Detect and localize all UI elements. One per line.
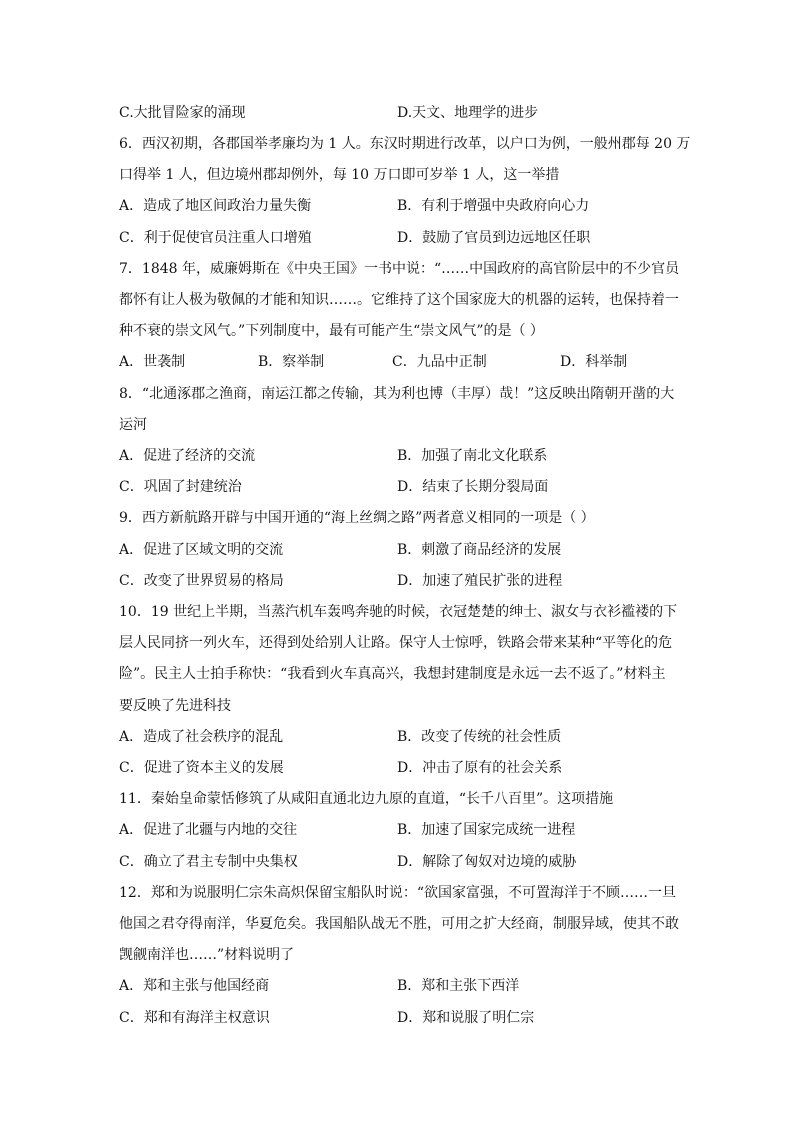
question-8-option-b: B．加强了南北文化联系: [397, 448, 548, 464]
question-9-stem-line-1: 9．西方新航路开辟与中国开通的“海上丝绸之路”两者意义相同的一项是（ ）: [119, 510, 595, 526]
question-9-option-d: D．加速了殖民扩张的进程: [397, 573, 563, 589]
question-12-option-a: A．郑和主张与他国经商: [119, 978, 270, 994]
question-11-option-b: B．加速了国家完成统一进程: [397, 822, 576, 838]
question-8-stem-line-2: 运河: [119, 417, 147, 433]
question-11-option-a: A．促进了北疆与内地的交往: [119, 822, 298, 838]
question-10-stem-line-4: 要反映了先进科技: [119, 698, 231, 714]
question-12-stem-line-1: 12．郑和为说服明仁宗朱高炽保留宝船队时说：“欲国家富强，不可置海洋于不顾……一旦: [119, 885, 676, 901]
question-12-option-b: B．郑和主张下西洋: [397, 978, 520, 994]
question-10-option-a: A．造成了社会秩序的混乱: [119, 729, 284, 745]
question-10-option-d: D．冲击了原有的社会关系: [397, 760, 563, 776]
question-9-option-c: C．改变了世界贸易的格局: [119, 573, 284, 589]
question-8-stem-line-1: 8．“北通涿郡之渔商，南运江都之传输，其为利也博（丰厚）哉！”这反映出隋朝开凿的大: [119, 386, 675, 402]
question-12-stem-line-2: 他国之君夺得南洋，华夏危矣。我国船队战无不胜，可用之扩大经商，制服异域，使其不敢: [119, 916, 679, 932]
prev-option-d: D.天文、地理学的进步: [397, 105, 539, 121]
question-12-option-c: C．郑和有海洋主权意识: [119, 1010, 270, 1026]
question-10-stem-line-3: 险”。民主人士拍手称快：“我看到火车真高兴，我想封建制度是永远一去不返了。”材料主: [119, 666, 666, 682]
question-7-option-d: D．科举制: [560, 354, 628, 370]
prev-option-c: C.大批冒险家的涌现: [119, 105, 246, 121]
question-7-option-c: C．九品中正制: [392, 354, 487, 370]
question-7-stem-line-1: 7．1848 年，威廉姆斯在《中央王国》一书中说：“……中国政府的高官阶层中的不少官员: [119, 261, 680, 277]
question-7-option-b: B．察举制: [258, 354, 325, 370]
question-12-stem-line-3: 觊觎南洋也……”材料说明了: [119, 947, 295, 963]
question-8-option-a: A．促进了经济的交流: [119, 448, 256, 464]
question-6-option-a: A．造成了地区间政治力量失衡: [119, 198, 312, 214]
question-6-option-d: D．鼓励了官员到边远地区任职: [397, 230, 591, 246]
question-6-option-c: C．利于促使官员注重人口增殖: [119, 230, 312, 246]
question-9-option-b: B．刺激了商品经济的发展: [397, 542, 562, 558]
question-11-stem-line-1: 11．秦始皇命蒙恬修筑了从咸阳直通北边九原的直道，“长千八百里”。这项措施: [119, 791, 614, 807]
question-12-option-d: D．郑和说服了明仁宗: [397, 1010, 535, 1026]
question-11-option-d: D．解除了匈奴对边境的威胁: [397, 854, 577, 870]
question-8-option-c: C．巩固了封建统治: [119, 479, 242, 495]
question-7-option-a: A．世袭制: [119, 354, 186, 370]
question-6-option-b: B．有利于增强中央政府向心力: [397, 198, 590, 214]
question-10-option-c: C．促进了资本主义的发展: [119, 760, 284, 776]
question-10-option-b: B．改变了传统的社会性质: [397, 729, 562, 745]
question-10-stem-line-1: 10．19 世纪上半期，当蒸汽机车轰鸣奔驰的时候，衣冠楚楚的绅士、淑女与衣衫褴褛的下: [119, 604, 678, 620]
question-9-option-a: A．促进了区域文明的交流: [119, 542, 284, 558]
question-6-stem-line-2: 口得举 1 人，但边境州郡却例外，每 10 万口即可岁举 1 人，这一举措: [119, 167, 560, 183]
question-11-option-c: C．确立了君主专制中央集权: [119, 854, 298, 870]
question-10-stem-line-2: 层人民同挤一列火车，还得到处给别人让路。保守人士惊呼，铁路会带来某种“平等化的危: [119, 635, 673, 651]
question-8-option-d: D．结束了长期分裂局面: [397, 479, 549, 495]
question-7-stem-line-2: 都怀有让人极为敬佩的才能和知识……。它维持了这个国家庞大的机器的运转，也保持着一: [119, 292, 679, 308]
question-7-stem-line-3: 种不衰的崇文风气。”下列制度中，最有可能产生“崇文风气”的是（ ）: [119, 323, 544, 339]
question-6-stem-line-1: 6．西汉初期，各郡国举孝廉均为 1 人。东汉时期进行改革，以户口为例，一般州郡每 20 万: [119, 136, 691, 152]
